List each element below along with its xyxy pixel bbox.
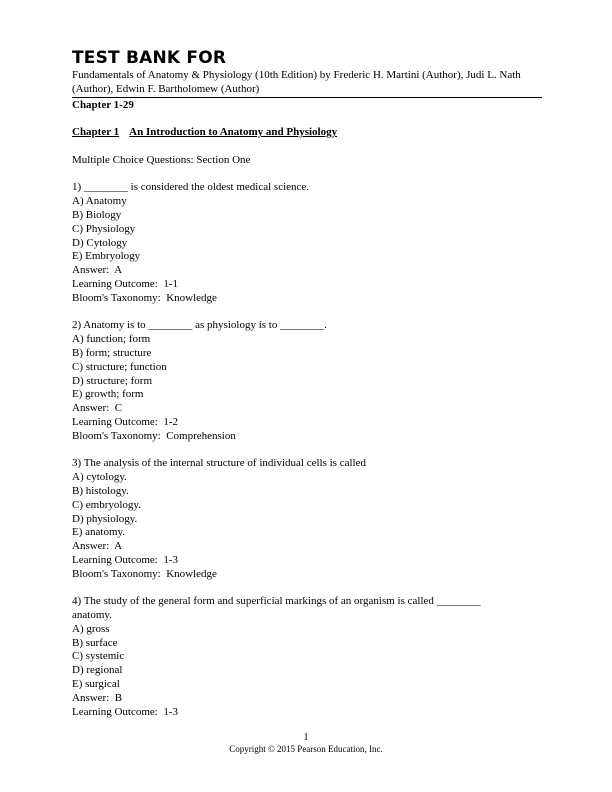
option-c: C) systemic [72, 650, 125, 663]
book-citation: Fundamentals of Anatomy & Physiology (10th Edition) by Frederic H. Martini (Author), Judi L. Nath (Author), Edwin F. Bartholomew (Author) [72, 69, 521, 95]
option-b: B) form; structure [72, 346, 152, 359]
question-stem-continued: anatomy. [72, 609, 112, 622]
document-title: TEST BANK FOR [72, 48, 227, 68]
answer: Answer: C [72, 402, 123, 415]
option-e: E) Embryology [72, 250, 141, 263]
option-b: B) Biology [72, 208, 122, 221]
question-stem: 1) ________ is considered the oldest medical science. [72, 181, 310, 194]
copyright-notice: Copyright © 2015 Pearson Education, Inc. [229, 744, 383, 754]
option-e: E) anatomy. [72, 526, 126, 539]
option-b: B) surface [72, 636, 118, 649]
page-content [72, 48, 542, 719]
answer: Answer: B [72, 691, 123, 704]
blooms-taxonomy: Bloom's Taxonomy: Knowledge [72, 291, 217, 304]
chapter-heading [72, 126, 542, 140]
option-a: A) cytology. [72, 471, 127, 484]
blooms-taxonomy: Bloom's Taxonomy: Comprehension [72, 429, 236, 442]
learning-outcome: Learning Outcome: 1-3 [72, 705, 178, 718]
learning-outcome: Learning Outcome: 1-3 [72, 553, 178, 566]
question-stem: 2) Anatomy is to ________ as physiology is to ________. [72, 319, 327, 332]
option-e: E) growth; form [72, 388, 144, 401]
question-stem: 4) The study of the general form and superficial markings of an organism is called ________ [72, 595, 481, 608]
option-d: D) Cytology [72, 236, 128, 249]
chapter-number: Chapter 1 [72, 126, 120, 139]
answer: Answer: A [72, 540, 123, 553]
question-stem: 3) The analysis of the internal structure of individual cells is called [72, 457, 366, 470]
option-e: E) surgical [72, 678, 120, 691]
option-d: D) structure; form [72, 374, 153, 387]
header-divider [72, 97, 542, 98]
page-number: 1 [303, 732, 309, 743]
chapter-title: An Introduction to Anatomy and Physiology [129, 126, 338, 139]
blooms-taxonomy: Bloom's Taxonomy: Knowledge [72, 567, 217, 580]
question-4 [72, 595, 542, 719]
option-a: A) Anatomy [72, 195, 127, 208]
option-d: D) regional [72, 664, 123, 677]
option-c: C) structure; function [72, 360, 167, 373]
option-c: C) Physiology [72, 222, 136, 235]
option-b: B) histology. [72, 484, 129, 497]
question-1 [72, 181, 542, 305]
question-3 [72, 457, 542, 581]
option-c: C) embryology. [72, 498, 141, 511]
option-d: D) physiology. [72, 512, 138, 525]
section-heading: Multiple Choice Questions: Section One [72, 153, 251, 166]
option-a: A) function; form [72, 333, 151, 346]
learning-outcome: Learning Outcome: 1-1 [72, 277, 178, 290]
answer: Answer: A [72, 264, 123, 277]
question-2 [72, 319, 542, 443]
chapter-range: Chapter 1-29 [72, 98, 134, 111]
option-a: A) gross [72, 622, 110, 635]
learning-outcome: Learning Outcome: 1-2 [72, 415, 178, 428]
